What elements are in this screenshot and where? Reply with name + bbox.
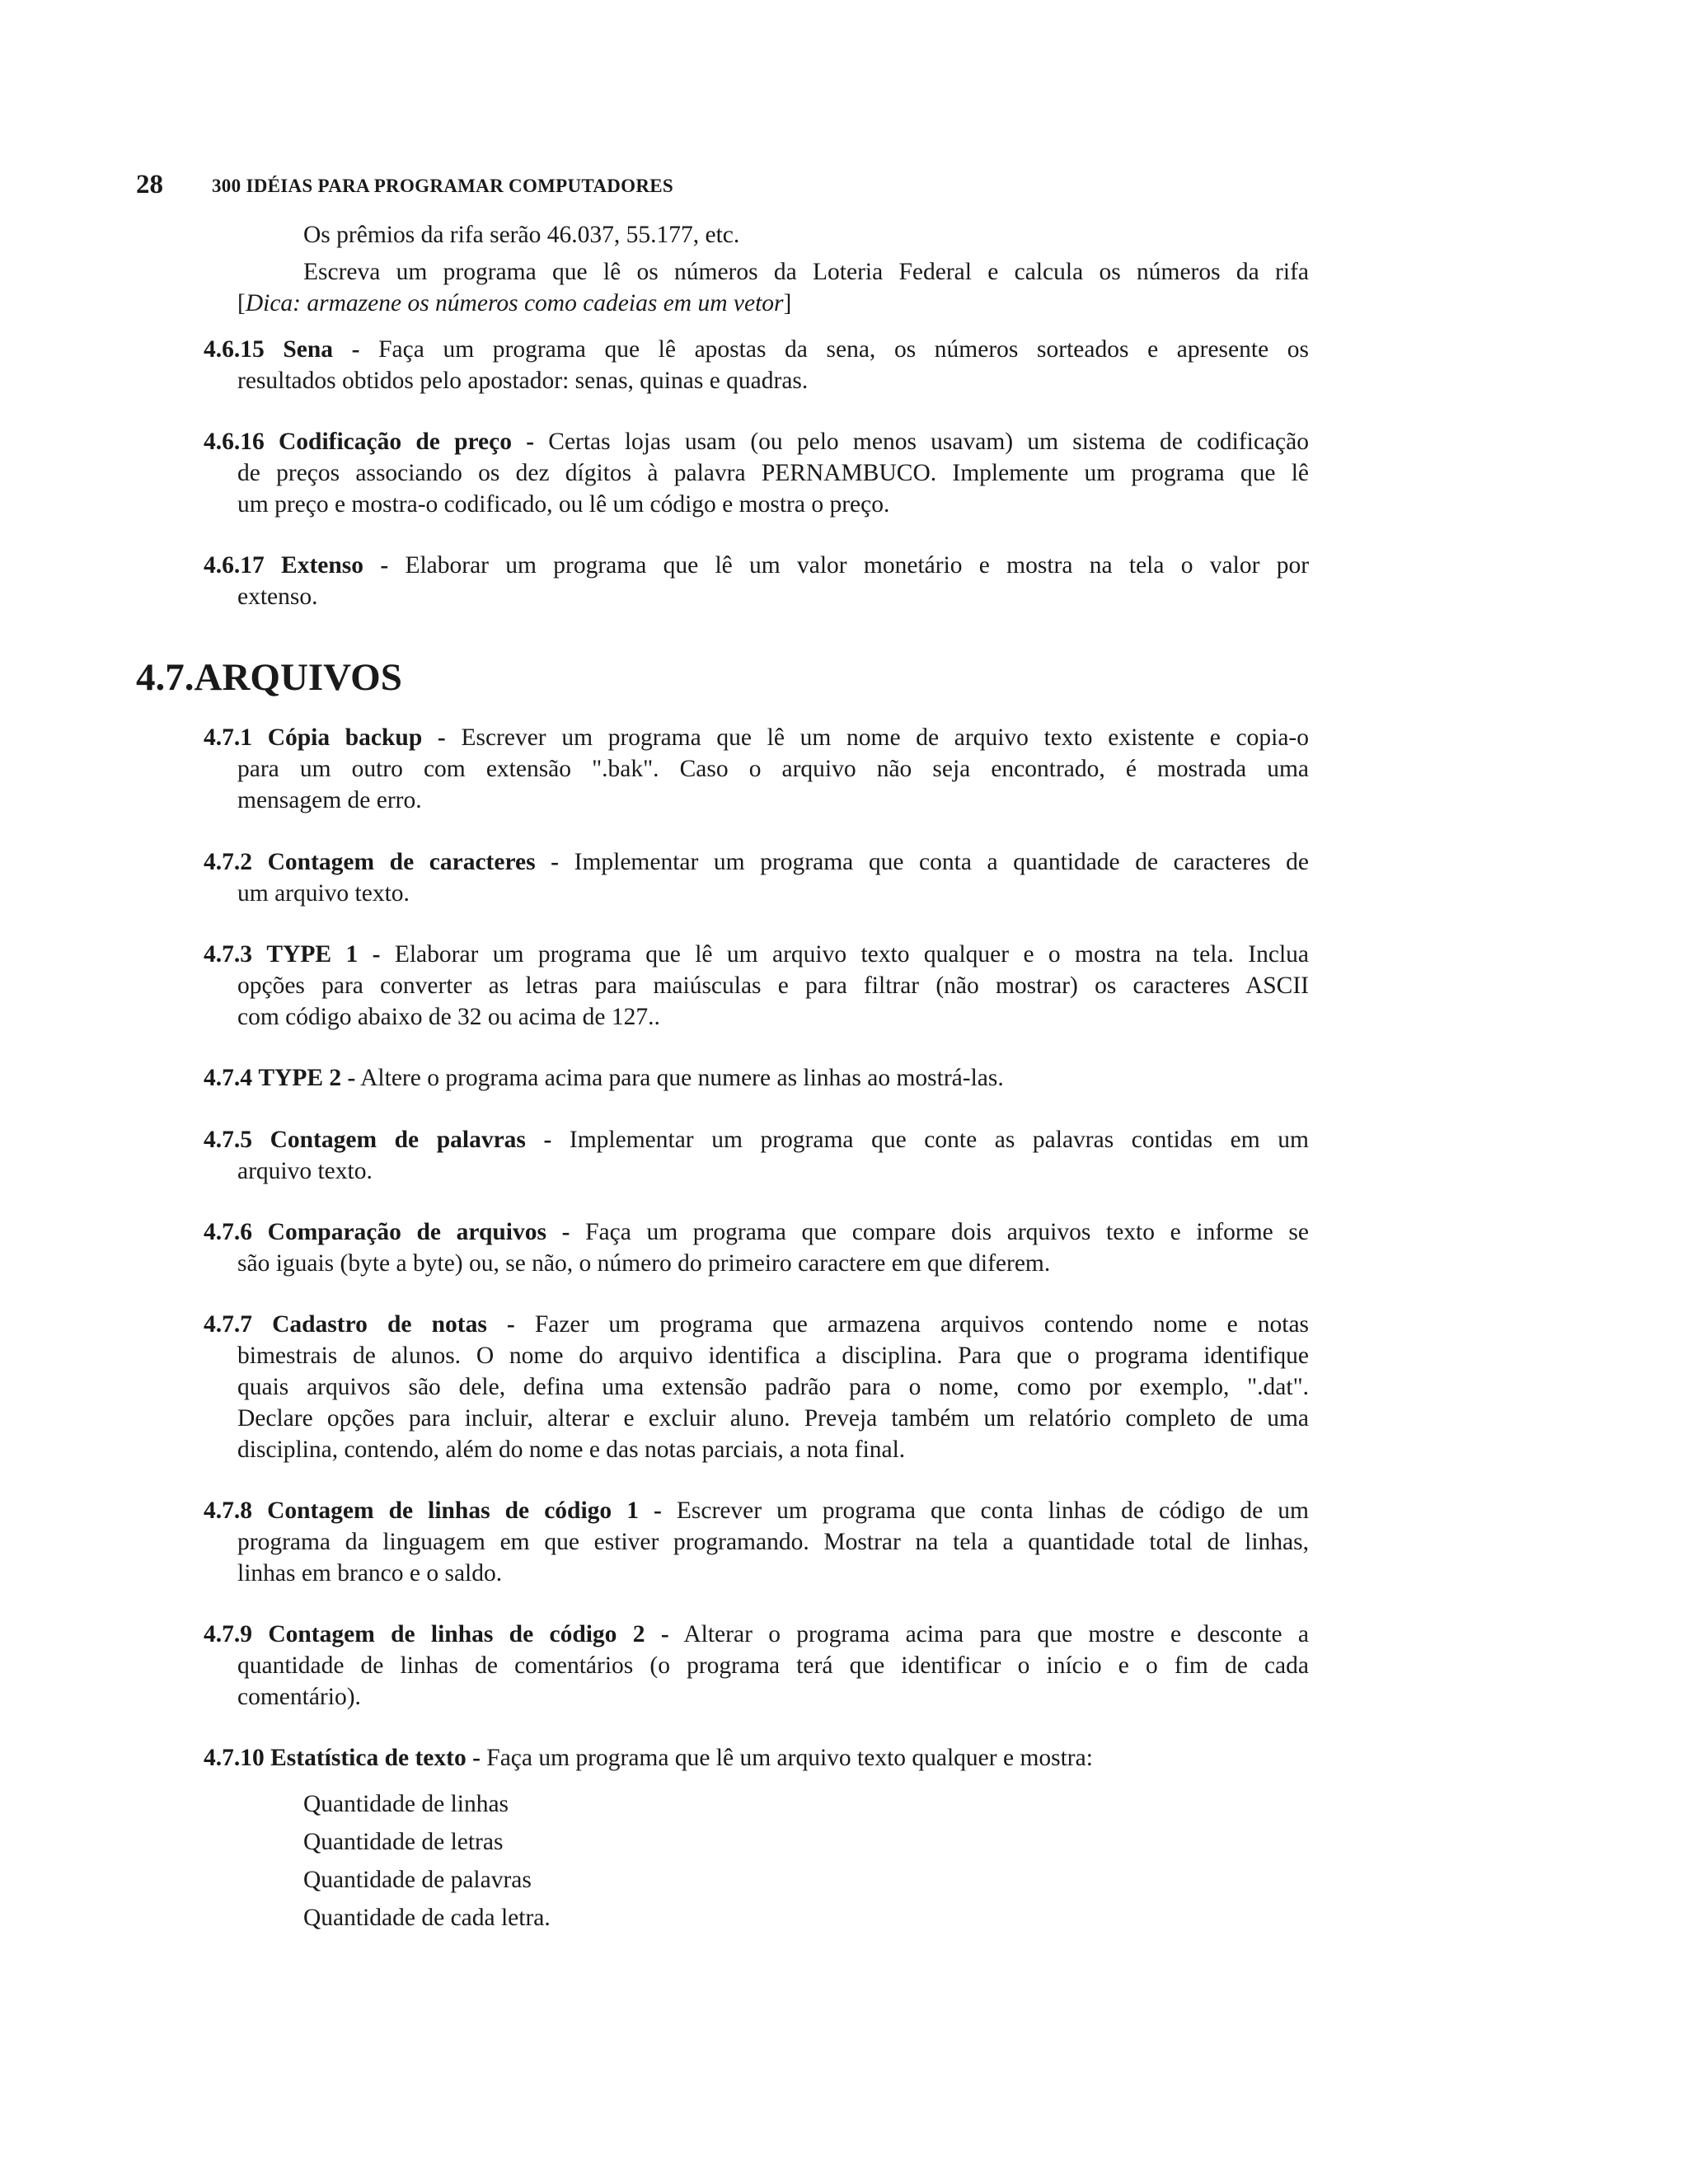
item-number: 4.7.8 xyxy=(204,1497,252,1524)
item-4-7-7-line-5: disciplina, contendo, além do nome e das notas parciais, a nota final. xyxy=(237,1436,906,1463)
item-4-7-3-line-3: com código abaixo de 32 ou acima de 127.. xyxy=(237,1004,660,1030)
item-number: 4.7.7 xyxy=(204,1311,252,1338)
item-4-7-9-line-3: comentário). xyxy=(237,1684,361,1710)
intro-line-1: Os prêmios da rifa serão 46.037, 55.177, etc. xyxy=(303,222,740,248)
item-4-7-7-line-4: Declare opções para incluir, alterar e excluir aluno. Preveja também um relatório completo de uma xyxy=(237,1405,1309,1432)
list-item: Quantidade de linhas xyxy=(303,1791,509,1817)
item-number: 4.7.5 xyxy=(204,1127,252,1153)
running-title: 300 IDÉIAS PARA PROGRAMAR COMPUTADORES xyxy=(212,176,673,196)
item-title: Contagem de palavras - xyxy=(270,1127,552,1153)
item-title: TYPE 2 - xyxy=(258,1065,356,1091)
item-title: Extenso - xyxy=(281,552,389,579)
page-number: 28 xyxy=(136,170,163,199)
item-4-6-16-line-3: um preço e mostra-o codificado, ou lê um código e mostra o preço. xyxy=(237,491,890,518)
item-title: Contagem de linhas de código 1 - xyxy=(267,1497,662,1524)
item-4-7-1-line-3: mensagem de erro. xyxy=(237,787,422,813)
item-number: 4.7.3 xyxy=(204,941,252,968)
item-4-6-17-line-2: extenso. xyxy=(237,583,318,610)
item-4-7-9-line-1: 4.7.9 Contagem de linhas de código 2 - Alterar o programa acima para que mostre e desconte a xyxy=(204,1621,1310,1647)
item-title: Contagem de caracteres - xyxy=(267,849,560,875)
item-4-6-16-line-2: de preços associando os dez dígitos à palavra PERNAMBUCO. Implemente um programa que lê xyxy=(237,460,1309,486)
item-4-7-3-line-1: 4.7.3 TYPE 1 - Elaborar um programa que lê um arquivo texto qualquer e o mostra na tela. Inclua xyxy=(204,941,1310,968)
item-number: 4.6.17 xyxy=(204,552,265,579)
item-title: Estatística de texto - xyxy=(270,1745,481,1771)
section-heading: 4.7.ARQUIVOS xyxy=(136,656,402,699)
item-4-7-2-line-2: um arquivo texto. xyxy=(237,880,410,907)
item-title: TYPE 1 - xyxy=(266,941,381,968)
intro-line-2: Escreva um programa que lê os números da Loteria Federal e calcula os números da rifa xyxy=(303,259,1309,285)
intro-line-3: [Dica: armazene os números como cadeias em um vetor] xyxy=(237,290,792,316)
intro-hint: Dica: armazene os números como cadeias em um vetor xyxy=(245,290,784,316)
item-title: Sena - xyxy=(283,336,360,363)
item-number: 4.7.2 xyxy=(204,849,252,875)
item-4-7-7-line-1: 4.7.7 Cadastro de notas - Fazer um programa que armazena arquivos contendo nome e notas xyxy=(204,1311,1310,1338)
item-4-7-5-line-2: arquivo texto. xyxy=(237,1158,373,1184)
item-number: 4.7.4 xyxy=(204,1065,252,1091)
item-title: Cópia backup - xyxy=(267,724,446,751)
item-title: Comparação de arquivos - xyxy=(267,1219,570,1245)
item-4-7-4-line-1: 4.7.4 TYPE 2 - Altere o programa acima para que numere as linhas ao mostrá-las. xyxy=(204,1065,1004,1091)
item-4-7-3-line-2: opções para converter as letras para maiúsculas e para filtrar (não mostrar) os caracteres ASCII xyxy=(237,972,1309,999)
item-title: Contagem de linhas de código 2 - xyxy=(268,1621,669,1647)
item-4-7-2-line-1: 4.7.2 Contagem de caracteres - Implementar um programa que conta a quantidade de caracteres de xyxy=(204,849,1310,875)
item-4-6-15-line-2: resultados obtidos pelo apostador: senas, quinas e quadras. xyxy=(237,368,809,394)
item-4-7-6-line-2: são iguais (byte a byte) ou, se não, o número do primeiro caractere em que diferem. xyxy=(237,1250,1051,1277)
item-title: Codificação de preço - xyxy=(278,429,535,455)
list-item: Quantidade de letras xyxy=(303,1829,504,1855)
list-item: Quantidade de palavras xyxy=(303,1867,532,1893)
item-number: 4.6.15 xyxy=(204,336,265,363)
item-number: 4.7.1 xyxy=(204,724,252,751)
item-4-7-8-line-2: programa da linguagem em que estiver programando. Mostrar na tela a quantidade total de linhas, xyxy=(237,1529,1309,1555)
item-number: 4.7.10 xyxy=(204,1745,265,1771)
item-4-7-7-line-3: quais arquivos são dele, defina uma extensão padrão para o nome, como por exemplo, ".dat". xyxy=(237,1374,1309,1400)
item-4-7-9-line-2: quantidade de linhas de comentários (o programa terá que identificar o início e o fim de cada xyxy=(237,1652,1309,1679)
item-4-6-16-line-1: 4.6.16 Codificação de preço - Certas lojas usam (ou pelo menos usavam) um sistema de codificação xyxy=(204,429,1309,455)
item-4-7-1-line-1: 4.7.1 Cópia backup - Escrever um programa que lê um nome de arquivo texto existente e copia-o xyxy=(204,724,1310,751)
item-4-7-8-line-1: 4.7.8 Contagem de linhas de código 1 - Escrever um programa que conta linhas de código de um xyxy=(204,1497,1309,1524)
item-4-7-5-line-1: 4.7.5 Contagem de palavras - Implementar um programa que conte as palavras contidas em um xyxy=(204,1127,1310,1153)
list-item: Quantidade de cada letra. xyxy=(303,1905,551,1931)
item-number: 4.7.9 xyxy=(204,1621,252,1647)
item-4-7-10-line-1: 4.7.10 Estatística de texto - Faça um programa que lê um arquivo texto qualquer e mostra: xyxy=(204,1745,1093,1771)
item-4-7-1-line-2: para um outro com extensão ".bak". Caso o arquivo não seja encontrado, é mostrada uma xyxy=(237,756,1309,782)
item-number: 4.7.6 xyxy=(204,1219,252,1245)
item-4-7-7-line-2: bimestrais de alunos. O nome do arquivo identifica a disciplina. Para que o programa identifique xyxy=(237,1343,1309,1369)
item-4-6-17-line-1: 4.6.17 Extenso - Elaborar um programa que lê um valor monetário e mostra na tela o valor por xyxy=(204,552,1310,579)
item-4-7-6-line-1: 4.7.6 Comparação de arquivos - Faça um programa que compare dois arquivos texto e informe se xyxy=(204,1219,1309,1245)
item-4-7-8-line-3: linhas em branco e o saldo. xyxy=(237,1560,503,1586)
item-title: Cadastro de notas - xyxy=(272,1311,515,1338)
item-4-6-15-line-1: 4.6.15 Sena - Faça um programa que lê apostas da sena, os números sorteados e apresente os xyxy=(204,336,1310,363)
item-number: 4.6.16 xyxy=(204,429,265,455)
